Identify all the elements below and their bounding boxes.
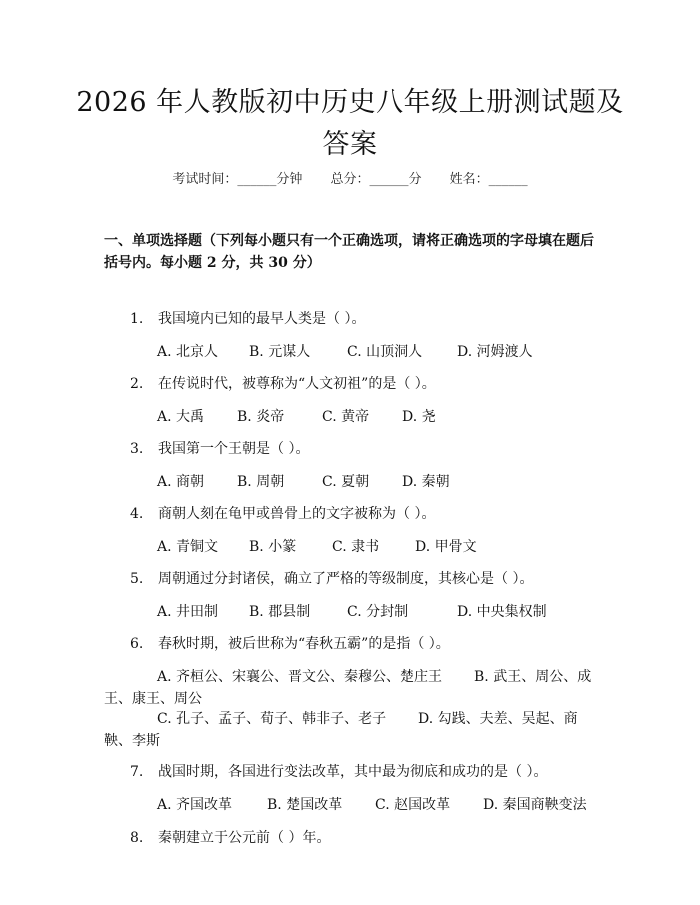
question-6-option-b: B. 武王、周公、成 — [474, 669, 592, 685]
option-b: B. 炎帝 — [237, 409, 285, 425]
question-4 — [130, 503, 435, 525]
section-heading-line-2: 括号内。每小题 2 分，共 30 分） — [104, 255, 321, 271]
title-line-2: 答案 — [322, 129, 378, 160]
question-6 — [130, 633, 450, 655]
option-a: A. 井田制 — [157, 604, 219, 620]
question-text: 春秋时期，被后世称为“春秋五霸”的是指（ ）。 — [158, 636, 450, 652]
option-a: A. 青铜文 — [157, 539, 219, 555]
question-6-option-d: D. 勾践、夫差、吴起、商 — [418, 711, 578, 727]
question-text: 在传说时代，被尊称为“人文初祖”的是（ ）。 — [158, 376, 436, 392]
option-d: D. 中央集权制 — [457, 604, 547, 620]
question-number: 8. — [130, 830, 144, 846]
question-text: 秦朝建立于公元前（ ）年。 — [158, 830, 331, 846]
option-c: C. 分封制 — [347, 604, 409, 620]
option-c: C. 赵国改革 — [375, 797, 451, 813]
option-b: B. 小篆 — [249, 539, 297, 555]
question-6-option-c: C. 孔子、孟子、荀子、韩非子、老子 — [157, 711, 387, 727]
option-b: B. 元谋人 — [249, 344, 311, 360]
option-d: D. 甲骨文 — [415, 539, 477, 555]
option-a: A. 北京人 — [157, 344, 219, 360]
option-d: D. 秦朝 — [402, 474, 450, 490]
question-number: 3. — [130, 441, 144, 457]
question-2 — [130, 373, 436, 395]
question-7 — [130, 761, 547, 783]
question-number: 6. — [130, 636, 144, 652]
student-name: 姓名：______ — [449, 172, 528, 187]
question-number: 2. — [130, 376, 144, 392]
question-6-option-a: A. 齐桓公、宋襄公、晋文公、秦穆公、楚庄王 — [157, 669, 443, 685]
section-heading-line-1: 一、单项选择题（下列每小题只有一个正确选项，请将正确选项的字母填在题后 — [104, 233, 594, 249]
question-1 — [130, 308, 365, 330]
question-5 — [130, 568, 533, 590]
question-6-option-d-cont: 鞅、李斯 — [104, 733, 160, 749]
title-line-1: 2026 年人教版初中历史八年级上册测试题及 — [76, 87, 624, 118]
option-c: C. 山顶洞人 — [347, 344, 423, 360]
question-number: 1. — [130, 311, 144, 327]
option-a: A. 大禹 — [157, 409, 205, 425]
option-a: A. 商朝 — [157, 474, 205, 490]
option-c: C. 黄帝 — [322, 409, 370, 425]
option-a: A. 齐国改革 — [157, 797, 233, 813]
question-8 — [130, 827, 330, 849]
exam-score: 总分：______分 — [330, 172, 422, 187]
exam-meta — [0, 168, 700, 187]
question-number: 4. — [130, 506, 144, 522]
option-c: C. 夏朝 — [322, 474, 370, 490]
question-text: 战国时期，各国进行变法改革，其中最为彻底和成功的是（ ）。 — [158, 764, 548, 780]
question-number: 5. — [130, 571, 144, 587]
page-title — [60, 82, 640, 166]
question-number: 7. — [130, 764, 144, 780]
question-6-option-b-cont: 王、康王、周公 — [104, 691, 202, 707]
option-c: C. 隶书 — [332, 539, 380, 555]
question-text: 周朝通过分封诸侯，确立了严格的等级制度，其核心是（ ）。 — [158, 571, 534, 587]
question-text: 我国第一个王朝是（ ）。 — [158, 441, 310, 457]
section-heading — [104, 230, 604, 274]
option-d: D. 尧 — [402, 409, 436, 425]
option-b: B. 楚国改革 — [267, 797, 343, 813]
question-text: 商朝人刻在龟甲或兽骨上的文字被称为（ ）。 — [158, 506, 436, 522]
option-b: B. 周朝 — [237, 474, 285, 490]
option-d: D. 河姆渡人 — [457, 344, 533, 360]
option-d: D. 秦国商鞅变法 — [483, 797, 587, 813]
exam-time: 考试时间：______分钟 — [172, 172, 303, 187]
question-text: 我国境内已知的最早人类是（ ）。 — [158, 311, 366, 327]
question-3 — [130, 438, 309, 460]
option-b: B. 郡县制 — [249, 604, 311, 620]
